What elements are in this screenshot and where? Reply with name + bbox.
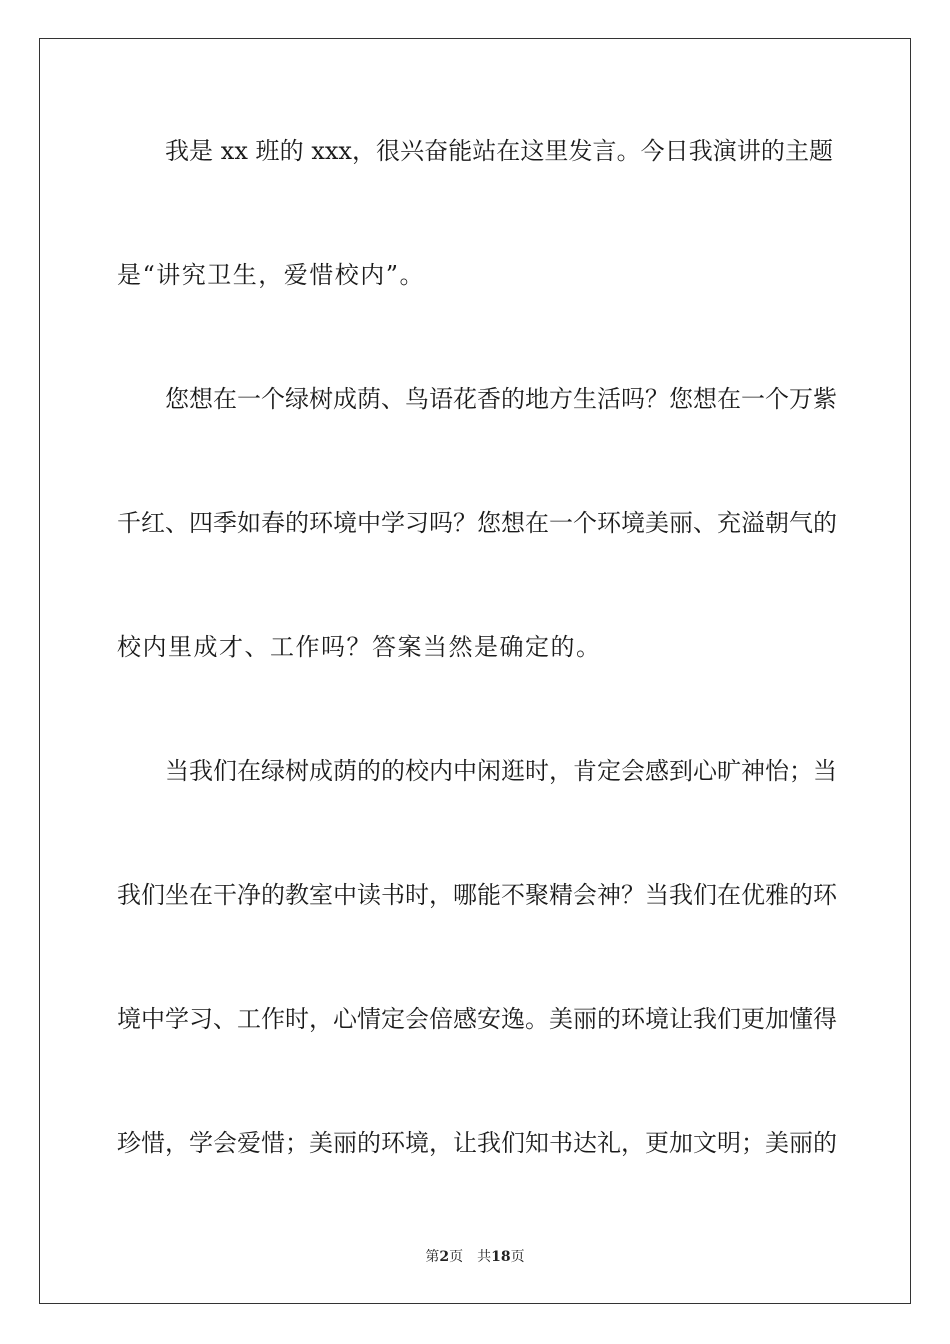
total-pages: 18 — [491, 1249, 511, 1265]
total-prefix: 共 — [477, 1249, 492, 1265]
page-footer — [0, 1248, 950, 1266]
text-line-1: 我是 xx 班的 xxx，很兴奋能站在这里发言。今日我演讲的主题 — [165, 137, 833, 165]
total-suffix: 页 — [510, 1249, 525, 1265]
page-prefix: 第 — [425, 1249, 440, 1265]
text-line-6: 当我们在绿树成荫的的校内中闲逛时，肯定会感到心旷神怡；当 — [165, 757, 837, 785]
text-line-7: 我们坐在干净的教室中读书时，哪能不聚精会神？当我们在优雅的环 — [117, 881, 837, 909]
text-line-9: 珍惜，学会爱惜；美丽的环境，让我们知书达礼，更加文明；美丽的 — [117, 1129, 837, 1157]
text-line-5: 校内里成才、工作吗？答案当然是确定的。 — [117, 633, 602, 661]
text-line-2: 是“讲究卫生，爱惜校内”。 — [117, 261, 426, 289]
text-line-8: 境中学习、工作时，心情定会倍感安逸。美丽的环境让我们更加懂得 — [117, 1005, 837, 1033]
page-number: 2 — [439, 1249, 450, 1265]
text-line-3: 您想在一个绿树成荫、鸟语花香的地方生活吗？您想在一个万紫 — [165, 385, 837, 413]
text-line-4: 千红、四季如春的环境中学习吗？您想在一个环境美丽、充溢朝气的 — [117, 509, 837, 537]
page-border — [39, 38, 911, 1304]
page-suffix: 页 — [449, 1249, 464, 1265]
